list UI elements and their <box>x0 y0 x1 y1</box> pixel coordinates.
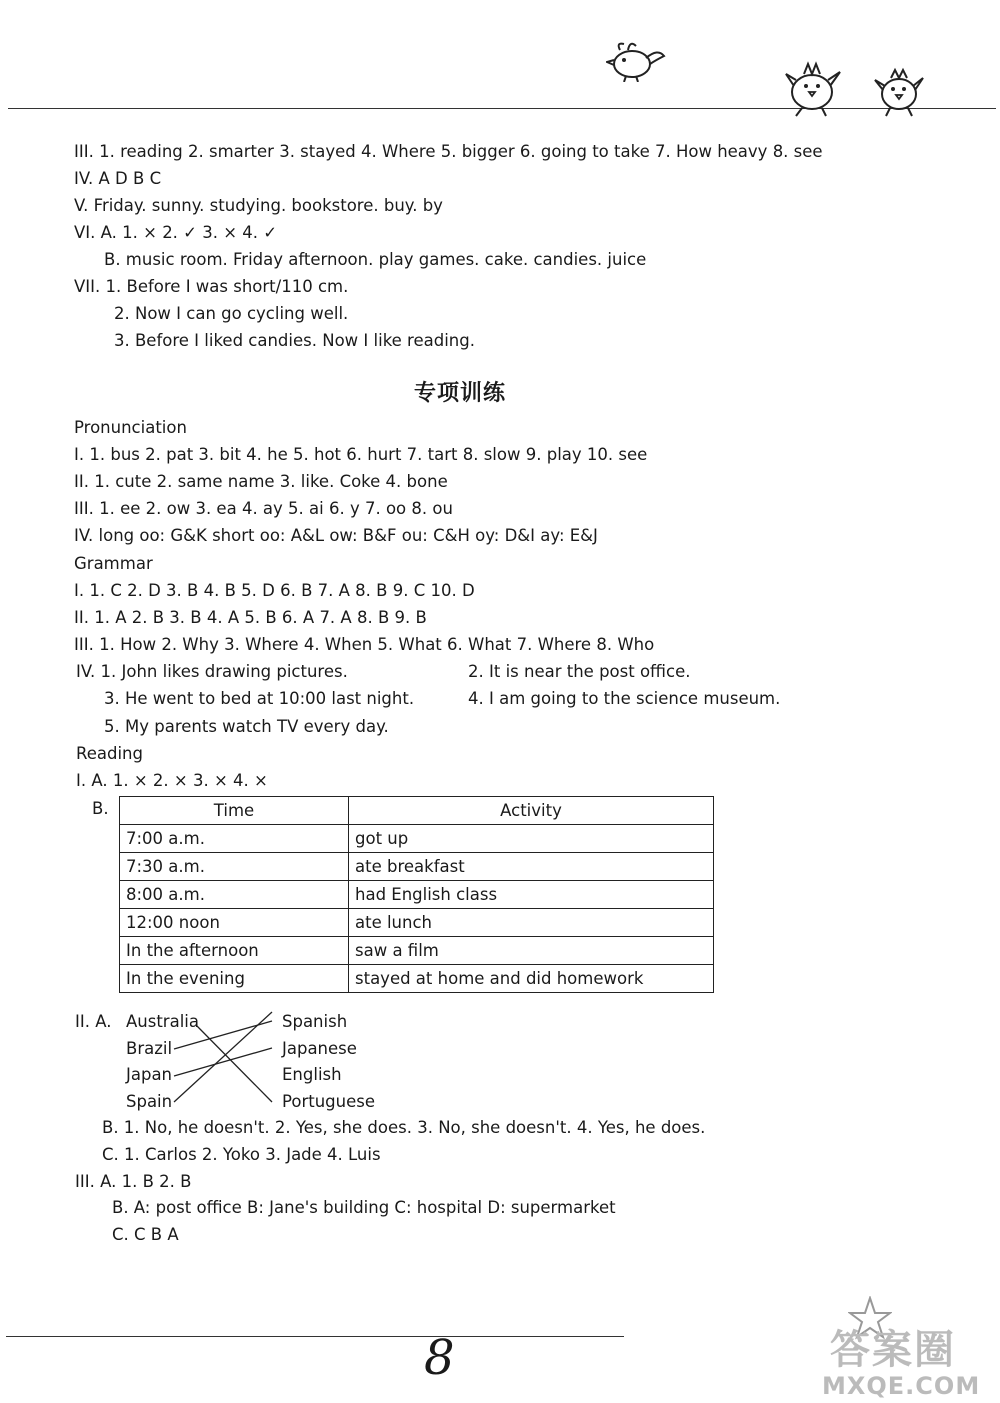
matching-right-item: Portuguese <box>282 1092 375 1111</box>
table-cell: saw a film <box>349 937 714 965</box>
watermark-text: 答案圈 <box>830 1327 956 1373</box>
table-cell: had English class <box>349 881 714 909</box>
answer-line: C. C B A <box>112 1225 179 1244</box>
answer-line: IV. long oo: G&K short oo: A&L ow: B&F ou: C&H oy: D&I ay: E&J <box>74 526 598 545</box>
answer-line: 3. He went to bed at 10:00 last night. <box>104 689 415 708</box>
table-cell: stayed at home and did homework <box>349 965 714 993</box>
answer-line: B. 1. No, he doesn't. 2. Yes, she does. 3. No, she doesn't. 4. Yes, he does. <box>102 1118 706 1137</box>
watermark-url: MXQE.COM <box>822 1372 981 1400</box>
answer-line: C. 1. Carlos 2. Yoko 3. Jade 4. Luis <box>102 1145 381 1164</box>
answer-line: IV. 1. John likes drawing pictures. <box>76 662 348 681</box>
answer-line: 2. It is near the post office. <box>468 662 691 681</box>
answer-line: I. 1. bus 2. pat 3. bit 4. he 5. hot 6. hurt 7. tart 8. slow 9. play 10. see <box>74 445 648 464</box>
answer-line: IV. A D B C <box>74 169 162 188</box>
answer-line: III. 1. How 2. Why 3. Where 4. When 5. What 6. What 7. Where 8. Who <box>74 635 655 654</box>
answer-line: I. 1. C 2. D 3. B 4. B 5. D 6. B 7. A 8. B 9. C 10. D <box>74 581 475 600</box>
answer-line: I. A. 1. × 2. × 3. × 4. × <box>76 771 268 790</box>
table-cell: In the afternoon <box>120 937 349 965</box>
table-header-time: Time <box>120 797 349 825</box>
answer-line: III. A. 1. B 2. B <box>75 1172 192 1191</box>
table-cell: In the evening <box>120 965 349 993</box>
section-title: 专项训练 <box>414 380 507 406</box>
answer-line: B. A: post office B: Jane's building C: hospital D: supermarket <box>112 1198 616 1217</box>
matching-left-item: Australia <box>126 1012 199 1031</box>
table-header-activity: Activity <box>349 797 714 825</box>
answer-line: VII. 1. Before I was short/110 cm. <box>74 277 349 296</box>
answer-line: 2. Now I can go cycling well. <box>114 304 349 323</box>
section-heading: Pronunciation <box>74 418 187 437</box>
table-cell: 7:30 a.m. <box>120 853 349 881</box>
table-cell: 12:00 noon <box>120 909 349 937</box>
answer-line: II. 1. cute 2. same name 3. like. Coke 4. bone <box>74 472 448 491</box>
matching-left-item: Spain <box>126 1092 173 1111</box>
answer-line: V. Friday. sunny. studying. bookstore. buy. by <box>74 196 443 215</box>
matching-prefix: II. A. <box>75 1012 112 1031</box>
answer-line: 3. Before I liked candies. Now I like reading. <box>114 331 475 350</box>
answer-line: III. 1. reading 2. smarter 3. stayed 4. Where 5. bigger 6. going to take 7. How heavy 8. see <box>74 142 823 161</box>
answer-line: III. 1. ee 2. ow 3. ea 4. ay 5. ai 6. y 7. oo 8. ou <box>74 499 453 518</box>
matching-right-item: English <box>282 1065 342 1084</box>
answer-line: B. <box>92 799 109 818</box>
section-heading: Grammar <box>74 554 153 573</box>
table-cell: ate breakfast <box>349 853 714 881</box>
matching-left-item: Japan <box>126 1065 173 1084</box>
table-cell: ate lunch <box>349 909 714 937</box>
answer-line: 5. My parents watch TV every day. <box>104 717 389 736</box>
answer-line: B. music room. Friday afternoon. play games. cake. candies. juice <box>104 250 647 269</box>
page-number: 8 <box>424 1330 455 1386</box>
table-cell: 7:00 a.m. <box>120 825 349 853</box>
matching-right-item: Spanish <box>282 1012 348 1031</box>
answer-line: II. 1. A 2. B 3. B 4. A 5. B 6. A 7. A 8. B 9. B <box>74 608 427 627</box>
answer-line: VI. A. 1. × 2. ✓ 3. × 4. ✓ <box>74 223 278 242</box>
footer-rule <box>6 1336 624 1337</box>
table-cell: got up <box>349 825 714 853</box>
matching-left-item: Brazil <box>126 1039 173 1058</box>
matching-right-item: Japanese <box>282 1039 357 1058</box>
table-cell: 8:00 a.m. <box>120 881 349 909</box>
answer-line: 4. I am going to the science museum. <box>468 689 781 708</box>
section-heading: Reading <box>76 744 143 763</box>
